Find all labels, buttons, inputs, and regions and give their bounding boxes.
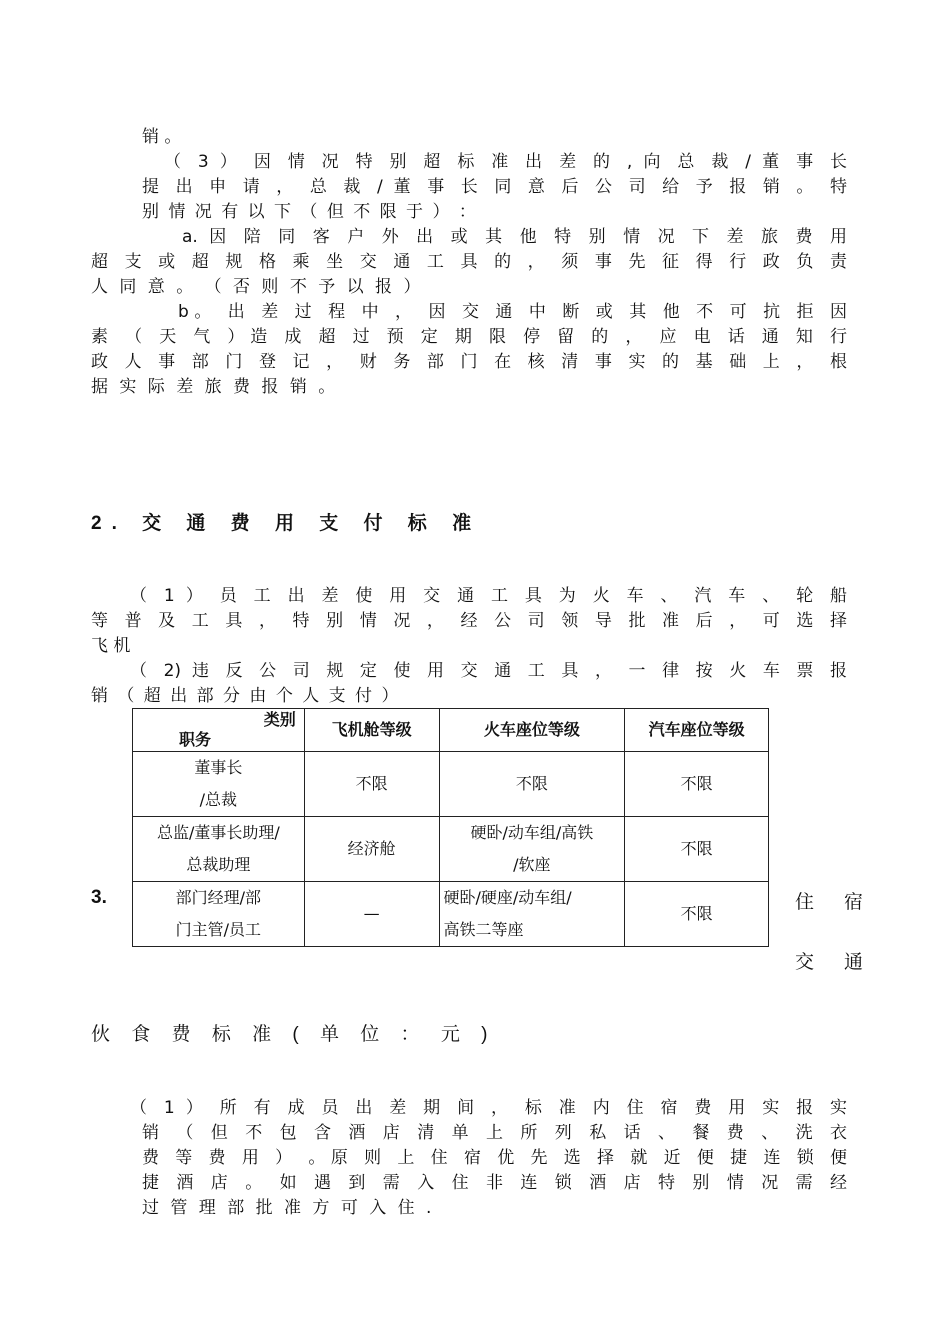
text-line: 人 同 意 。 （ 否 则 不 予 以 报 ）: [91, 277, 424, 297]
role-cell: 总监/董事长助理/ 总裁助理: [133, 817, 305, 882]
car-cell: 不限: [625, 752, 769, 817]
text-line: 捷 酒 店 。 如 遇 到 需 入 住 非 连 锁 酒 店 特 别 情 况 需 经: [142, 1173, 847, 1193]
header-plane-class: 飞机舱等级: [304, 709, 439, 752]
heading-fragment: 交 通: [795, 951, 876, 973]
train-cell: 硬卧/动车组/高铁 /软座: [439, 817, 625, 882]
text-line: 飞 机: [91, 636, 131, 656]
role-cell: 部门经理/部 门主管/员工: [133, 882, 305, 947]
text-line: 等 普 及 工 具 ， 特 别 情 况 ， 经 公 司 领 导 批 准 后 ， 可 选 择: [91, 611, 847, 631]
text-line: 据 实 际 差 旅 费 报 销 。: [91, 377, 339, 397]
train-cell: 硬卧/硬座/动车组/ 高铁二等座: [439, 882, 625, 947]
corner-category-label: 类别: [263, 710, 296, 729]
car-cell: 不限: [625, 882, 769, 947]
text-line: b。 出 差 过 程 中 ， 因 交 通 中 断 或 其 他 不 可 抗 拒 因: [178, 302, 847, 322]
table-row: [133, 882, 769, 947]
section-number: 3.: [91, 887, 107, 908]
role-cell: 董事长 /总裁: [133, 752, 305, 817]
text-line: 提 出 申 请 ， 总 裁 / 董 事 长 同 意 后 公 司 给 予 报 销 。 特: [142, 177, 847, 197]
text-line: （ 3 ） 因 情 况 特 别 超 标 准 出 差 的 , 向 总 裁 / 董 事 长: [164, 152, 847, 172]
car-cell: 不限: [625, 817, 769, 882]
train-cell: 不限: [439, 752, 625, 817]
text-line: （ 1 ） 所 有 成 员 出 差 期 间 ， 标 准 内 住 宿 费 用 实 报 实: [130, 1098, 847, 1118]
text-line: （ 2) 违 反 公 司 规 定 使 用 交 通 工 具 ， 一 律 按 火 车 票 报: [130, 661, 847, 681]
heading-fragment: 住 宿: [795, 891, 876, 913]
table-row: [133, 817, 769, 882]
corner-role-label: 职务: [179, 730, 212, 749]
section-heading: 伙 食 费 标 准 ( 单 位 ： 元 ): [91, 1024, 496, 1045]
text-line: 素 （ 天 气 ）造 成 超 过 预 定 期 限 停 留 的 ， 应 电 话 通 知 行: [91, 327, 847, 347]
text-line: （ 1 ） 员 工 出 差 使 用 交 通 工 具 为 火 车 、 汽 车 、 轮 船: [130, 586, 847, 606]
text-line: 销 。: [142, 127, 182, 147]
text-line: 过 管 理 部 批 准 方 可 入 住 .: [142, 1198, 435, 1218]
header-car-class: 汽车座位等级: [625, 709, 769, 752]
table-header-row: [133, 709, 769, 752]
text-line: 费 等 费 用 ） 。原 则 上 住 宿 优 先 选 择 就 近 便 捷 连 锁 便: [142, 1148, 847, 1168]
transport-standard-table: [132, 708, 769, 947]
text-line: a. 因 陪 同 客 户 外 出 或 其 他 特 别 情 况 下 差 旅 费 用: [182, 227, 847, 247]
plane-cell: 不限: [304, 752, 439, 817]
section-heading: 2. 交 通 费 用 支 付 标 准: [91, 513, 482, 534]
header-train-class: 火车座位等级: [439, 709, 625, 752]
table-row: [133, 752, 769, 817]
plane-cell: 经济舱: [304, 817, 439, 882]
plane-cell: —: [304, 882, 439, 947]
table-corner-cell: [133, 709, 305, 752]
text-line: 超 支 或 超 规 格 乘 坐 交 通 工 具 的 ， 须 事 先 征 得 行 政 负 责: [91, 252, 847, 272]
text-line: 销 （ 但 不 包 含 酒 店 清 单 上 所 列 私 话 、 餐 费 、 洗 衣: [142, 1123, 847, 1143]
text-line: 销 （ 超 出 部 分 由 个 人 支 付 ）: [91, 686, 401, 706]
text-line: 政 人 事 部 门 登 记 ， 财 务 部 门 在 核 清 事 实 的 基 础 上 ， 根: [91, 352, 847, 372]
text-line: 别 情 况 有 以 下 （ 但 不 限 于 ） ：: [142, 202, 478, 222]
